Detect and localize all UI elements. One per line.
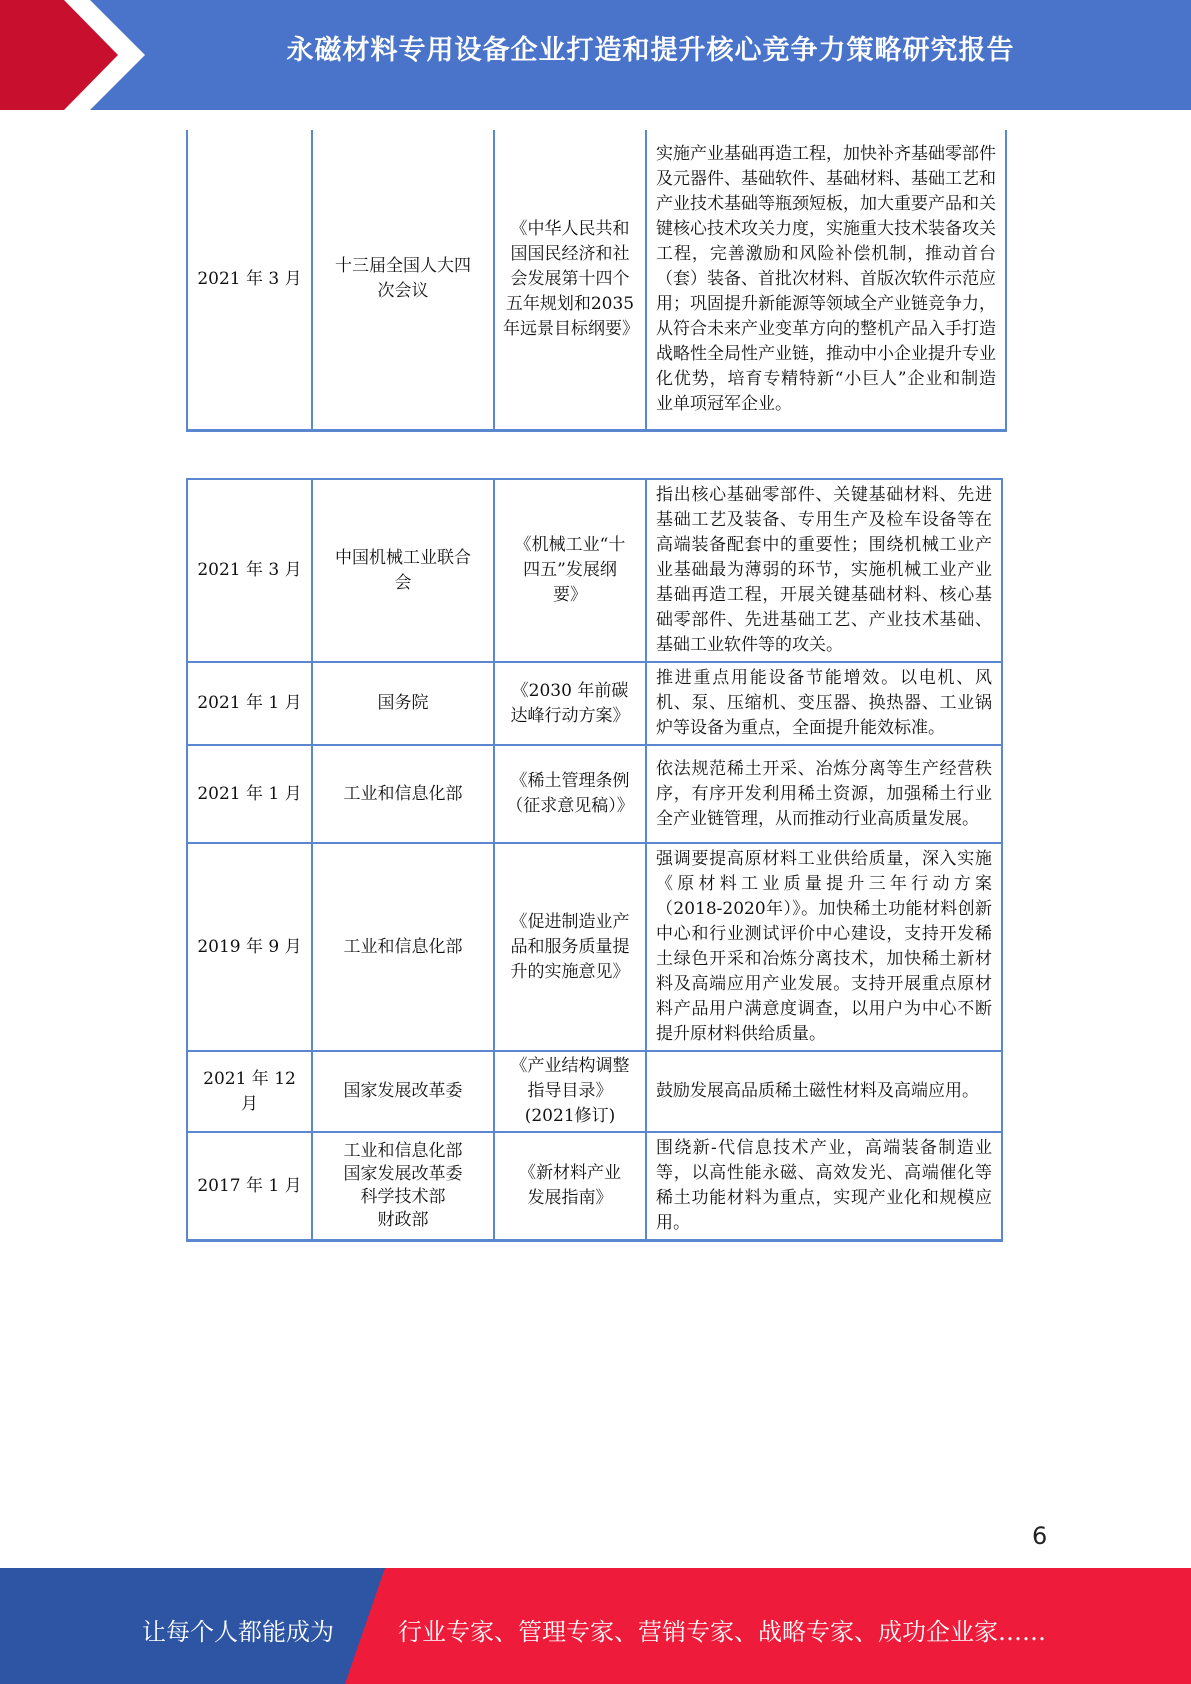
policy-document: 《稀土管理条例（征求意见稿）》 — [494, 745, 646, 843]
policy-table-continued — [186, 130, 1007, 432]
policy-description: 强调要提高原材料工业供给质量，深入实施《原材料工业质量提升三年行动方案（2018-2020年）》。加快稀土功能材料创新中心和行业测试评价中心建设，支持开发稀土绿色开采和冶炼分离技术，加快稀土新材料及高端应用产业发展。支持开展重点原材料产品用户满意度调查，以用户为中心不断提升原材料供给质量。 — [646, 843, 1002, 1051]
policy-description: 实施产业基础再造工程，加快补齐基础零部件及元器件、基础软件、基础材料、基础工艺和产业技术基础等瓶颈短板，加大重要产品和关键核心技术攻关力度，实施重大技术装备攻关工程，完善激励和风险补偿机制，推动首台（套）装备、首批次材料、首版次软件示范应用；巩固提升新能源等领域全产业链竞争力，从符合未来产业变革方向的整机产品入手打造战略性全局性产业链，推动中小企业提升专业化优势，培育专精特新“小巨人”企业和制造业单项冠军企业。 — [646, 130, 1006, 430]
policy-issuer: 国家发展改革委 — [312, 1051, 494, 1132]
table-row — [187, 745, 1002, 843]
policy-issuer: 国家发展改革委 — [343, 1164, 463, 1184]
table-row — [187, 662, 1002, 745]
policy-date: 2017 年 1 月 — [187, 1132, 312, 1241]
policy-document: 《产业结构调整指导目录》(2021修订) — [494, 1051, 646, 1132]
policy-issuer: 中国机械工业联合会 — [312, 479, 494, 662]
page-header — [0, 0, 1191, 110]
policy-issuer: 财政部 — [377, 1210, 429, 1230]
footer-slogan-left: 让每个人都能成为 — [142, 1618, 334, 1646]
policy-document: 《2030 年前碳达峰行动方案》 — [494, 662, 646, 745]
table-row — [187, 1051, 1002, 1132]
document-title: 永磁材料专用设备企业打造和提升核心竞争力策略研究报告 — [286, 35, 1015, 66]
page-number: 6 — [1032, 1522, 1048, 1550]
policy-issuer: 科学技术部 — [360, 1187, 446, 1207]
policy-date: 2021 年 3 月 — [187, 479, 312, 662]
policy-document: 《促进制造业产品和服务质量提升的实施意见》 — [494, 843, 646, 1051]
table-row — [187, 130, 1006, 430]
policy-description: 鼓励发展高品质稀土磁性材料及高端应用。 — [646, 1051, 1002, 1132]
policy-date: 2021 年 1 月 — [187, 745, 312, 843]
policy-description: 围绕新-代信息技术产业，高端装备制造业等，以高性能永磁、高效发光、高端催化等稀土功能材料为重点，实现产业化和规模应用。 — [646, 1132, 1002, 1241]
policy-issuer-list — [312, 1132, 494, 1241]
table-row — [187, 479, 1002, 662]
policy-date: 2021 年 12 月 — [187, 1051, 312, 1132]
policy-description: 推进重点用能设备节能增效。以电机、风机、泵、压缩机、变压器、换热器、工业锅炉等设备为重点，全面提升能效标准。 — [646, 662, 1002, 745]
policy-date: 2021 年 1 月 — [187, 662, 312, 745]
policy-description: 依法规范稀土开采、冶炼分离等生产经营秩序，有序开发利用稀土资源，加强稀土行业全产业链管理，从而推动行业高质量发展。 — [646, 745, 1002, 843]
policy-issuer: 十三届全国人大四次会议 — [312, 130, 494, 430]
policy-issuer: 国务院 — [312, 662, 494, 745]
policy-description: 指出核心基础零部件、关键基础材料、先进基础工艺及装备、专用生产及检车设备等在高端装备配套中的重要性；围绕机械工业产业基础最为薄弱的环节，实施机械工业产业基础再造工程，开展关键基础材料、核心基础零部件、先进基础工艺、产业技术基础、基础工业软件等的攻关。 — [646, 479, 1002, 662]
policy-date: 2019 年 9 月 — [187, 843, 312, 1051]
policy-issuer: 工业和信息化部 — [312, 745, 494, 843]
table-row — [187, 1132, 1002, 1241]
policy-issuer: 工业和信息化部 — [312, 843, 494, 1051]
footer-slogan-right: 行业专家、管理专家、营销专家、战略专家、成功企业家…… — [398, 1618, 1046, 1646]
policy-date: 2021 年 3 月 — [187, 130, 312, 430]
header-chevron-graphic — [0, 0, 150, 110]
table-row — [187, 843, 1002, 1051]
page-footer — [0, 1568, 1191, 1684]
policy-table — [186, 478, 1003, 1242]
policy-document: 《中华人民共和国国民经济和社会发展第十四个五年规划和2035 年远景目标纲要》 — [494, 130, 646, 430]
policy-document: 《新材料产业发展指南》 — [494, 1132, 646, 1241]
policy-document: 《机械工业“十四五”发展纲要》 — [494, 479, 646, 662]
policy-issuer: 工业和信息化部 — [343, 1141, 463, 1161]
